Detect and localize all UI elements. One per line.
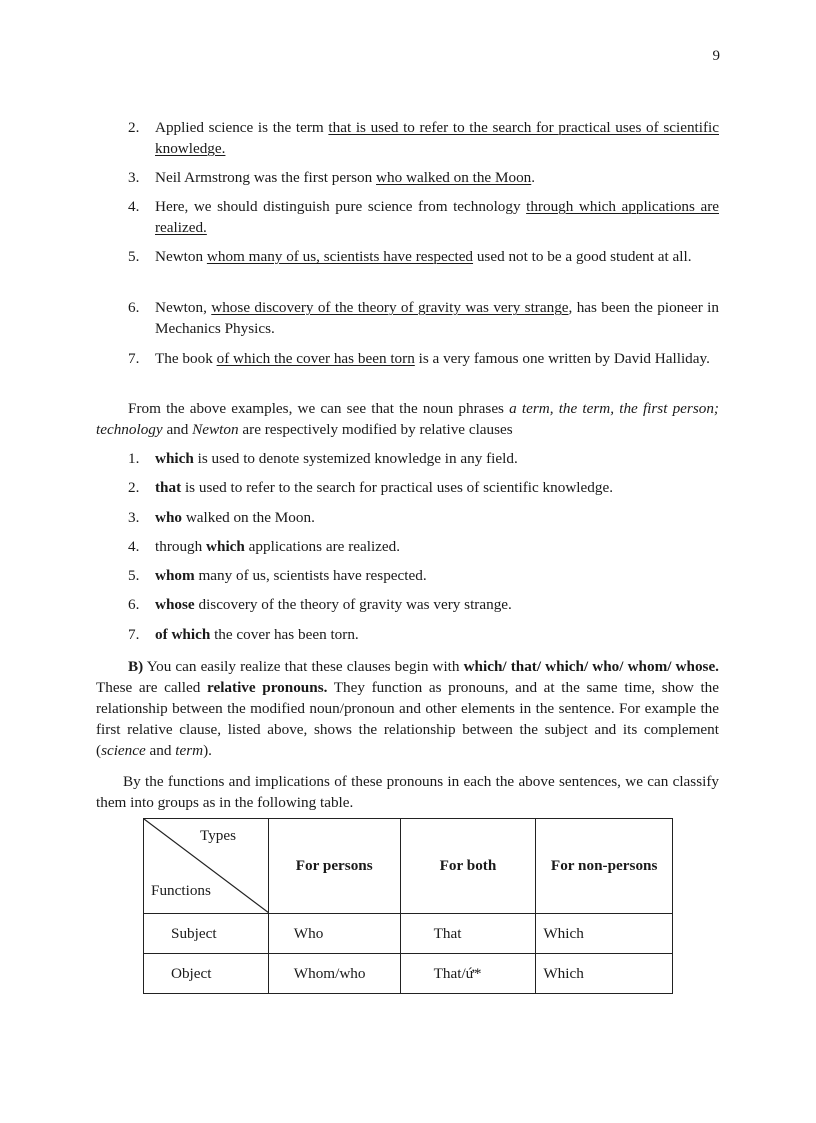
row-label-subject: Subject <box>144 914 269 954</box>
clause-post: the cover has been torn. <box>210 626 359 643</box>
table-cell: That/ứ* <box>400 954 536 994</box>
table-row <box>144 914 673 954</box>
example-item <box>128 196 719 238</box>
underlined-clause: of which the cover has been torn <box>216 350 415 367</box>
example-text: The book <box>155 350 217 367</box>
clause-pronoun: that <box>155 479 182 496</box>
clause-post: discovery of the theory of gravity was very strange. <box>194 596 512 613</box>
underlined-clause: whose discovery of the theory of gravity was very strange <box>211 299 569 316</box>
example-number: 4. <box>128 198 140 215</box>
clause-pronoun: whom <box>155 567 195 584</box>
clause-pronoun: of which <box>155 626 211 643</box>
example-text-end: . <box>531 169 536 186</box>
example-text: Applied science is the term <box>155 119 329 136</box>
section-b-paragraph <box>96 656 719 761</box>
example-text-end: is a very famous one written by David Halliday. <box>414 350 710 367</box>
clause-post: is used to denote systemized knowledge in any field. <box>193 450 518 467</box>
clause-item <box>128 449 719 469</box>
example-text: Here, we should distinguish pure science from technology <box>155 198 527 215</box>
clause-item <box>128 537 719 557</box>
intro-text: From the above examples, we can see that the noun phrases <box>128 400 510 417</box>
clause-number: 7. <box>128 626 140 643</box>
clause-item <box>128 478 719 498</box>
functions-label: Functions <box>151 882 211 899</box>
underlined-clause: that is used to refer to the search for practical uses of scientific knowledge. <box>155 119 719 157</box>
header-for-non-persons: For non-persons <box>536 819 673 914</box>
clause-number: 3. <box>128 509 140 526</box>
section-b-italic-term: term <box>175 742 204 759</box>
table-cell: That <box>400 914 536 954</box>
intro-text: and <box>162 421 193 438</box>
clause-post: is used to refer to the search for practical uses of scientific knowledge. <box>181 479 613 496</box>
clause-pre: through <box>155 538 207 555</box>
example-item <box>128 246 719 267</box>
example-number: 7. <box>128 350 140 367</box>
header-for-persons: For persons <box>268 819 400 914</box>
table-cell: Whom/who <box>268 954 400 994</box>
table-row <box>144 954 673 994</box>
clause-item <box>128 508 719 528</box>
example-text: Newton, <box>155 299 212 316</box>
underlined-clause: who walked on the Moon <box>376 169 532 186</box>
clause-pronoun: whose <box>155 596 195 613</box>
example-text: Newton <box>155 248 207 265</box>
section-b-text: and <box>145 742 176 759</box>
example-text-end: used not to be a good student at all. <box>473 248 692 265</box>
page-number: 9 <box>712 48 720 64</box>
clause-post: walked on the Moon. <box>182 509 315 526</box>
clause-number: 5. <box>128 567 140 584</box>
section-b-label: B) <box>128 658 144 675</box>
clause-item <box>128 595 719 615</box>
intro-text: are respectively modified by relative clauses <box>238 421 513 438</box>
clause-pronoun: which <box>155 450 194 467</box>
table-cell: Who <box>268 914 400 954</box>
example-item <box>128 117 719 159</box>
clause-post: applications are realized. <box>244 538 401 555</box>
clause-pronoun: who <box>155 509 183 526</box>
table-header-row <box>144 819 673 914</box>
example-item <box>128 167 719 188</box>
example-number: 6. <box>128 299 140 316</box>
clause-item <box>128 625 719 645</box>
example-item <box>128 297 719 339</box>
clause-pronoun: which <box>206 538 245 555</box>
header-for-both: For both <box>400 819 536 914</box>
table-corner-cell <box>144 819 269 914</box>
example-text-end: , has been the pioneer in Mechanics Physics. <box>155 299 719 337</box>
section-b-pronoun-list: which/ that/ which/ who/ whom/ whose. <box>463 658 719 675</box>
clause-number: 6. <box>128 596 140 613</box>
example-number: 3. <box>128 169 140 186</box>
section-b-text: ). <box>203 742 212 759</box>
types-label: Types <box>200 827 237 844</box>
classify-paragraph: By the functions and implications of these pronouns in each the above sentences, we can classify them into groups as in the following table. <box>96 773 719 811</box>
underlined-clause: whom many of us, scientists have respected <box>206 248 474 265</box>
clause-number: 1. <box>128 450 140 467</box>
section-b-text: These are called <box>96 679 207 696</box>
example-number: 2. <box>128 119 140 136</box>
section-b-italic-science: science <box>101 742 146 759</box>
example-text: Neil Armstrong was the first person <box>155 169 377 186</box>
row-label-object: Object <box>144 954 269 994</box>
clause-number: 2. <box>128 479 140 496</box>
clause-post: many of us, scientists have respected. <box>194 567 427 584</box>
relative-pronoun-table <box>143 818 673 994</box>
example-item <box>128 348 719 369</box>
section-b-term: relative pronouns. <box>206 679 328 696</box>
table-cell: Which <box>536 914 673 954</box>
table-cell: Which <box>536 954 673 994</box>
example-number: 5. <box>128 248 140 265</box>
section-b-text: You can easily realize that these clauses begin with <box>143 658 464 675</box>
clause-item <box>128 566 719 586</box>
intro-paragraph <box>96 398 719 440</box>
clause-number: 4. <box>128 538 140 555</box>
intro-italic-phrases: a term, the term, the first person; technology <box>96 400 719 438</box>
section-b-text: They function as pronouns, and at the same time, show the relationship between the modified noun/pronoun and other elements in the sentence. For example the first relative clause, listed above, shows the relationship between the subject and its complement ( <box>96 679 720 759</box>
underlined-clause: through which applications are realized. <box>155 198 719 236</box>
intro-italic-newton: Newton <box>192 421 239 438</box>
